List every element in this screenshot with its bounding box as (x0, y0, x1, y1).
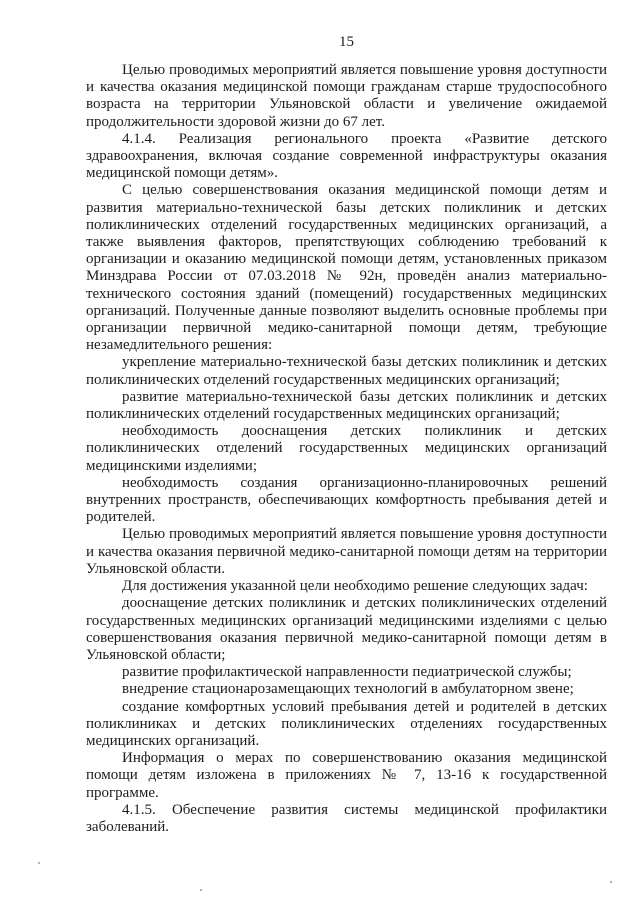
paragraph: внедрение стационарозамещающих технологий в амбулаторном звене; (122, 681, 574, 698)
scan-speck (610, 881, 612, 883)
paragraph: 4.1.5. Обеспечение развития системы медицинской профилактики заболеваний. (86, 801, 607, 835)
paragraph: Информация о мерах по совершенствованию оказания медицинской помощи детям изложена в приложениях № 7, 13-16 к государственной программе. (86, 750, 607, 801)
paragraph: создание комфортных условий пребывания детей и родителей в детских поликлиниках и детских поликлинических отделениях государственных медицинских организаций. (86, 698, 607, 749)
paragraph: развитие профилактической направленности педиатрической службы; (122, 664, 572, 681)
paragraph: 4.1.4. Реализация регионального проекта «Развитие детского здравоохранения, включая создание современной инфраструктуры оказания медицинской помощи детям». (86, 130, 607, 182)
scan-speck (38, 862, 40, 864)
document-body (86, 62, 607, 836)
paragraph: Целью проводимых мероприятий является повышение уровня доступности и качества оказания первичной медико-санитарной помощи детям на территории Ульяновской области. (86, 526, 607, 577)
paragraph: необходимость создания организационно-планировочных решений внутренних пространств, обеспечивающих комфортность пребывания детей и родителей. (86, 474, 607, 526)
paragraph: Целью проводимых мероприятий является повышение уровня доступности и качества оказания медицинской помощи гражданам старше трудоспособного возраста на территории Ульяновской области и увеличение ожидаемой продолжительности здоровой жизни до 67 лет. (86, 62, 607, 130)
paragraph: Для достижения указанной цели необходимо решение следующих задач: (122, 578, 588, 595)
page-number: 15 (339, 34, 354, 50)
paragraph: необходимость дооснащения детских поликлиник и детских поликлинических отделений государственных медицинских организаций медицинскими изделиями; (86, 423, 607, 474)
document-page (86, 34, 607, 884)
scan-speck (200, 889, 202, 891)
paragraph: дооснащение детских поликлиник и детских поликлинических отделений государственных медицинских организаций медицинскими изделиями с целью совершенствования оказания первичной медико-санитарной помощи детям в Ульяновской области; (86, 595, 607, 663)
paragraph: укрепление материально-технической базы детских поликлиник и детских поликлинических отделений государственных медицинских организаций; (86, 354, 607, 388)
paragraph: С целью совершенствования оказания медицинской помощи детям и развития материально-технической базы детских поликлиник и детских поликлинических отделений государственных медицинских организаций, а также выявления факторов, препятствующих соблюдению требований к организации и оказанию медицинской помощи детям, установленных приказом Минздрава России от 07.03.2018 № 92н, проведён анализ материально-технического состояния зданий (помещений) государственных медицинских организаций. Полученные данные позволяют выделить основные проблемы при организации первичной медико-санитарной помощи детям, требующие незамедлительного решения: (86, 182, 607, 354)
paragraph: развитие материально-технической базы детских поликлиник и детских поликлинических отделений государственных медицинских организаций; (86, 388, 607, 423)
